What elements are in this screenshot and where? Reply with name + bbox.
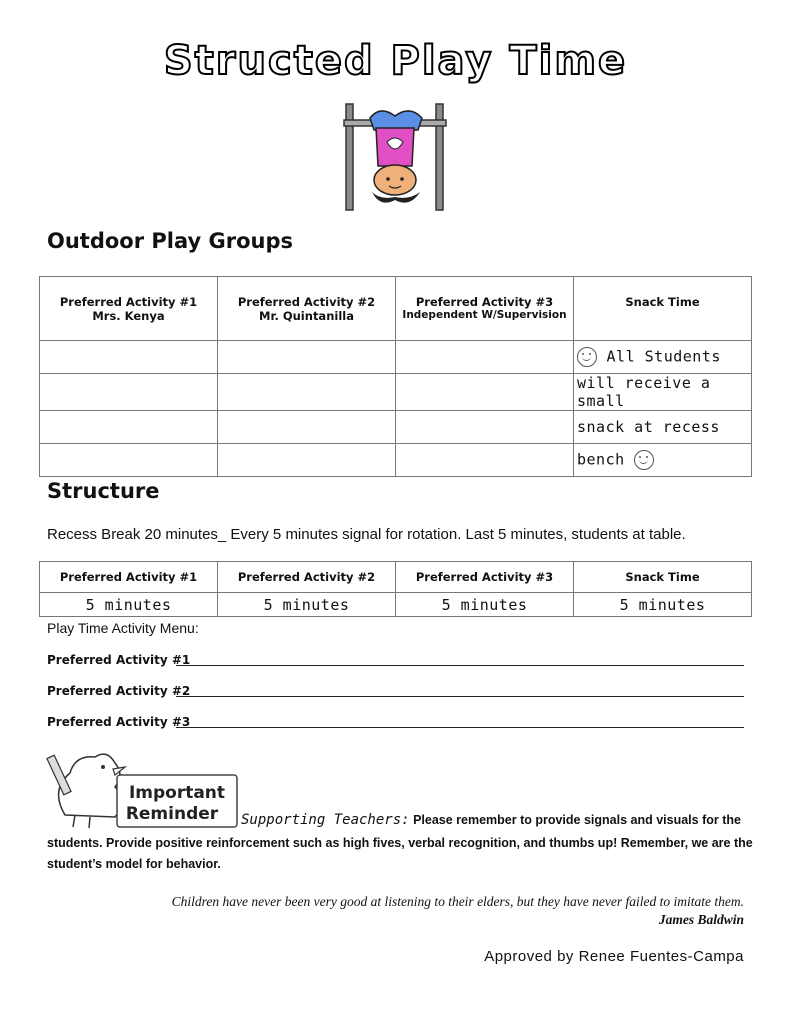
monkey-bars-girl-illustration: [340, 100, 450, 212]
structure-col-3-header: Preferred Activity #3: [396, 562, 574, 593]
table-cell: [396, 411, 574, 444]
snack-cell: bench: [574, 444, 752, 477]
table-cell: [40, 411, 218, 444]
structure-description: Recess Break 20 minutes_ Every 5 minutes signal for rotation. Last 5 minutes, students at table.: [47, 526, 686, 543]
outdoor-col-4-header: Snack Time: [574, 277, 752, 341]
menu-item-3-line: [176, 727, 744, 728]
structure-table: [39, 561, 752, 617]
table-cell: [396, 374, 574, 411]
reminder-text-continued: students. Provide positive reinforcement such as high fives, verbal recognition, and thumbs up! Remember, we are the: [47, 836, 753, 850]
menu-item-2-label: Preferred Activity #2: [47, 684, 191, 698]
bird-with-pencil-illustration: [45, 745, 240, 830]
reminder-badge-line2: Reminder: [125, 804, 219, 824]
outdoor-col-1-header: Preferred Activity #1 Mrs. Kenya: [40, 277, 218, 341]
menu-heading: Play Time Activity Menu:: [47, 620, 199, 636]
smiley-icon: [577, 347, 597, 367]
quote-text: Children have never been very good at listening to their elders, but they have never failed to imitate them.: [171, 894, 744, 909]
outdoor-col-3-header: Preferred Activity #3 Independent W/Supervision: [396, 277, 574, 341]
snack-cell: All Students: [574, 341, 752, 374]
duration-cell: 5 minutes: [396, 593, 574, 617]
duration-cell: 5 minutes: [40, 593, 218, 617]
table-cell: [396, 341, 574, 374]
table-cell: [218, 411, 396, 444]
structure-heading: Structure: [47, 479, 160, 503]
table-cell: [40, 374, 218, 411]
table-cell: [218, 341, 396, 374]
table-cell: [218, 374, 396, 411]
reminder-text-end: student’s model for behavior.: [47, 857, 221, 871]
quote-author: James Baldwin: [658, 912, 744, 927]
page-title: Structed Play Time: [163, 38, 628, 84]
reminder-badge-line1: Important: [128, 783, 226, 803]
duration-cell: 5 minutes: [218, 593, 396, 617]
menu-item-1-line: [176, 665, 744, 666]
structure-col-2-header: Preferred Activity #2: [218, 562, 396, 593]
reminder-label: Supporting Teachers:: [241, 812, 410, 828]
approved-by: Approved by Renee Fuentes-Campa: [484, 948, 744, 965]
smiley-icon: [634, 450, 654, 470]
reminder-text: Please remember to provide signals and visuals for the: [413, 813, 741, 827]
outdoor-table: [39, 276, 752, 477]
menu-item-2-line: [176, 696, 744, 697]
outdoor-heading: Outdoor Play Groups: [47, 229, 294, 253]
table-cell: [40, 341, 218, 374]
menu-item-1-label: Preferred Activity #1: [47, 653, 191, 667]
structure-col-1-header: Preferred Activity #1: [40, 562, 218, 593]
snack-cell: will receive a small: [574, 374, 752, 411]
reminder-first-line: [241, 812, 741, 828]
duration-cell: 5 minutes: [574, 593, 752, 617]
snack-cell: snack at recess: [574, 411, 752, 444]
structure-col-4-header: Snack Time: [574, 562, 752, 593]
outdoor-col-2-header: Preferred Activity #2 Mr. Quintanilla: [218, 277, 396, 341]
menu-item-3-label: Preferred Activity #3: [47, 715, 191, 729]
table-cell: [218, 444, 396, 477]
table-cell: [40, 444, 218, 477]
table-cell: [396, 444, 574, 477]
